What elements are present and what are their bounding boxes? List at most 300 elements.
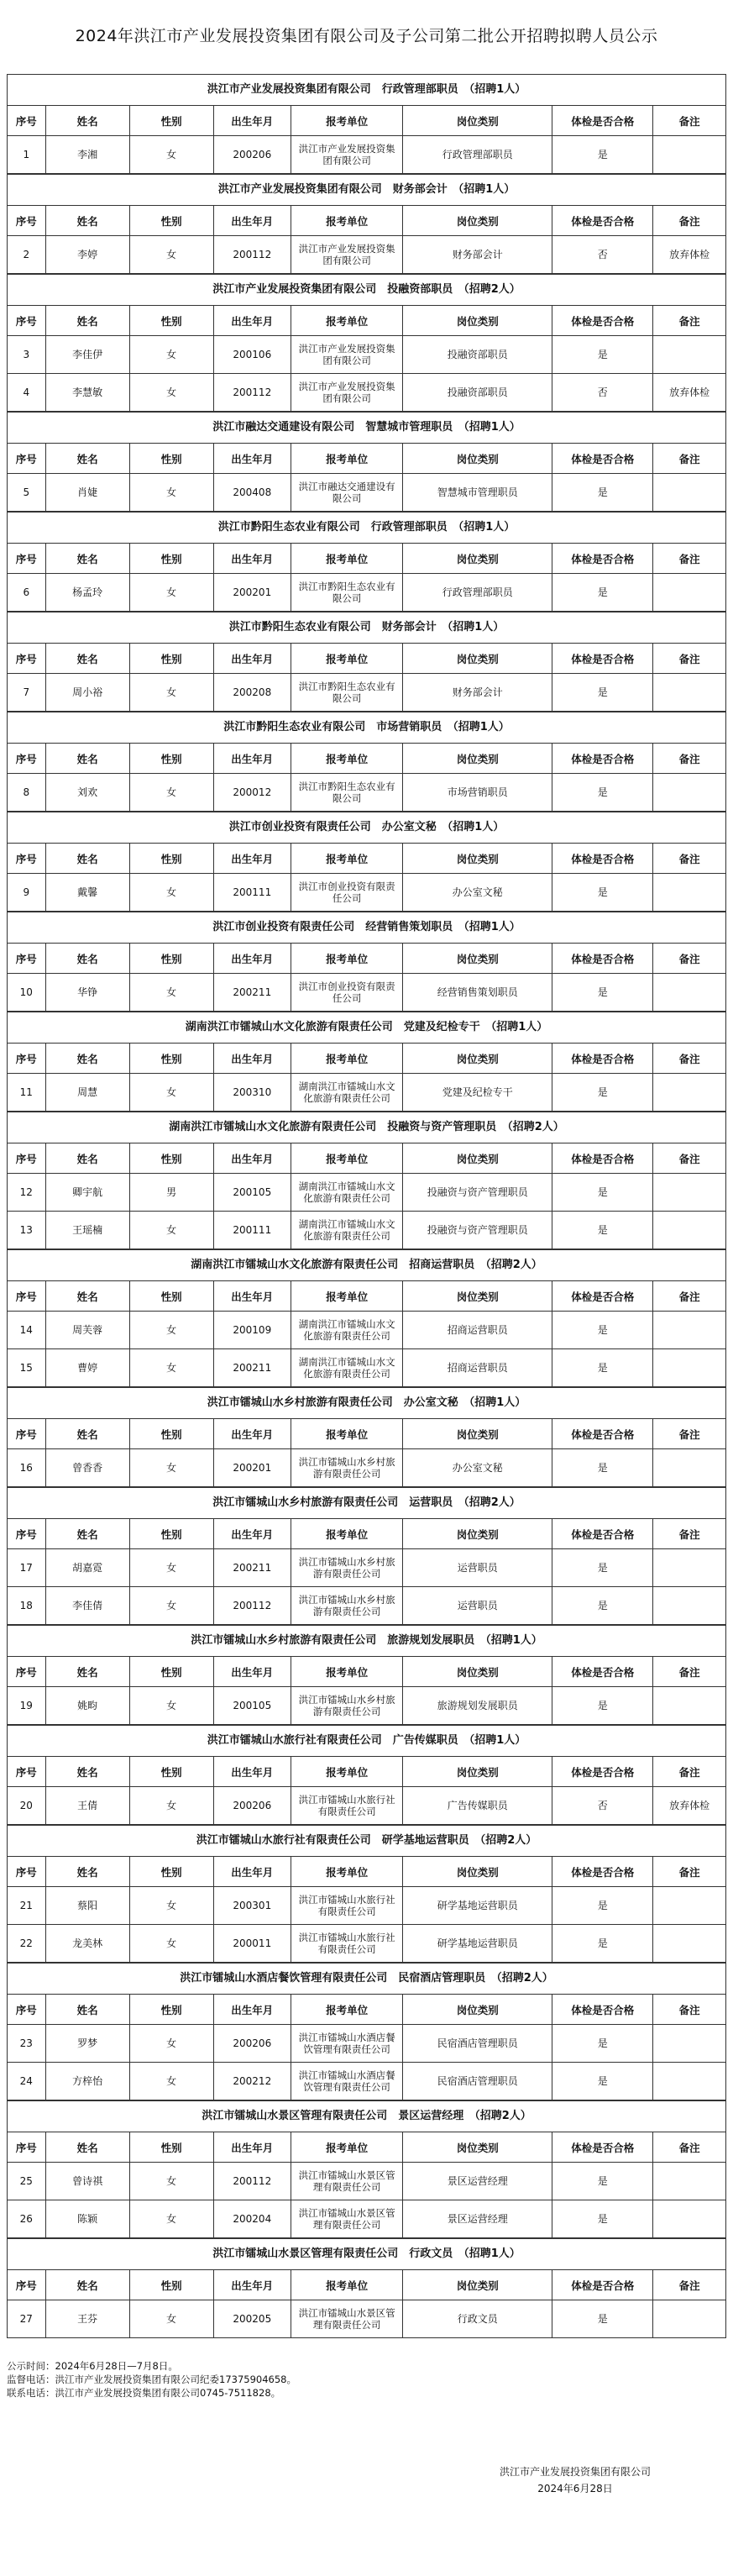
section-heading: 洪江市镭城山水乡村旅游有限责任公司 运营职员 （招聘2人） [7, 1487, 726, 1518]
column-header: 序号 [8, 1657, 46, 1687]
applied-unit: 洪江市镭城山水酒店餐饮管理有限责任公司 [291, 2025, 402, 2063]
column-header: 岗位类别 [403, 744, 552, 774]
remark: 放弃体检 [653, 374, 726, 412]
column-header: 出生年月 [213, 106, 291, 136]
candidate-table [7, 1043, 726, 1112]
column-header: 性别 [129, 2270, 213, 2300]
column-header: 报考单位 [291, 306, 402, 336]
row-number: 10 [8, 974, 46, 1012]
candidate-table [7, 2269, 726, 2338]
candidate-name: 杨孟玲 [45, 574, 129, 612]
section-heading: 洪江市创业投资有限责任公司 经营销售策划职员 （招聘1人） [7, 912, 726, 943]
birth-date: 200206 [213, 136, 291, 174]
applied-unit: 洪江市产业发展投资集团有限公司 [291, 236, 402, 274]
column-header: 序号 [8, 1519, 46, 1549]
column-header: 备注 [653, 2132, 726, 2163]
gender: 女 [129, 1587, 213, 1625]
header-row [8, 444, 726, 474]
candidate-table [7, 443, 726, 512]
column-header: 序号 [8, 2270, 46, 2300]
column-header: 序号 [8, 844, 46, 874]
column-header: 报考单位 [291, 1281, 402, 1312]
column-header: 报考单位 [291, 206, 402, 236]
column-header: 备注 [653, 1044, 726, 1074]
column-header: 姓名 [45, 1044, 129, 1074]
row-number: 15 [8, 1349, 46, 1387]
remark [653, 2200, 726, 2238]
section-heading: 湖南洪江市镭城山水文化旅游有限责任公司 招商运营职员 （招聘2人） [7, 1249, 726, 1280]
row-number: 2 [8, 236, 46, 274]
header-row [8, 1281, 726, 1312]
birth-date: 200205 [213, 2300, 291, 2338]
column-header: 姓名 [45, 944, 129, 974]
table-row [8, 2163, 726, 2200]
applied-unit: 湖南洪江市镭城山水文化旅游有限责任公司 [291, 1349, 402, 1387]
candidate-table [7, 943, 726, 1012]
column-header: 备注 [653, 1281, 726, 1312]
column-header: 报考单位 [291, 1419, 402, 1449]
header-row [8, 544, 726, 574]
position-type: 招商运营职员 [403, 1349, 552, 1387]
candidate-table [7, 105, 726, 174]
section-heading: 湖南洪江市镭城山水文化旅游有限责任公司 党建及纪检专干 （招聘1人） [7, 1012, 726, 1043]
applied-unit: 洪江市产业发展投资集团有限公司 [291, 374, 402, 412]
position-section [7, 74, 726, 174]
applied-unit: 湖南洪江市镭城山水文化旅游有限责任公司 [291, 1212, 402, 1249]
birth-date: 200201 [213, 1449, 291, 1487]
medical-result: 是 [552, 1587, 653, 1625]
column-header: 姓名 [45, 444, 129, 474]
table-row [8, 1549, 726, 1587]
column-header: 姓名 [45, 1419, 129, 1449]
column-header: 报考单位 [291, 1519, 402, 1549]
table-row [8, 336, 726, 374]
remark [653, 1174, 726, 1212]
medical-result: 否 [552, 374, 653, 412]
column-header: 岗位类别 [403, 306, 552, 336]
candidate-name: 姚畇 [45, 1687, 129, 1725]
column-header: 备注 [653, 2270, 726, 2300]
remark [653, 1549, 726, 1587]
column-header: 出生年月 [213, 1857, 291, 1887]
birth-date: 200211 [213, 1549, 291, 1587]
position-section [7, 2238, 726, 2338]
section-heading: 洪江市镭城山水乡村旅游有限责任公司 旅游规划发展职员 （招聘1人） [7, 1625, 726, 1656]
position-section [7, 174, 726, 274]
column-header: 报考单位 [291, 644, 402, 674]
position-type: 投融资部职员 [403, 374, 552, 412]
table-row [8, 236, 726, 274]
medical-result: 是 [552, 574, 653, 612]
section-heading: 洪江市产业发展投资集团有限公司 投融资部职员 （招聘2人） [7, 274, 726, 305]
column-header: 岗位类别 [403, 844, 552, 874]
gender: 女 [129, 574, 213, 612]
row-number: 9 [8, 874, 46, 912]
position-type: 民宿酒店管理职员 [403, 2063, 552, 2100]
column-header: 性别 [129, 544, 213, 574]
section-heading: 洪江市黔阳生态农业有限公司 市场营销职员 （招聘1人） [7, 712, 726, 743]
applied-unit: 洪江市镭城山水旅行社有限责任公司 [291, 1787, 402, 1825]
signature-org: 洪江市产业发展投资集团有限公司 [499, 2466, 651, 2478]
candidate-table [7, 1656, 726, 1725]
birth-date: 200112 [213, 1587, 291, 1625]
table-row [8, 1925, 726, 1963]
column-header: 岗位类别 [403, 2270, 552, 2300]
position-type: 投融资与资产管理职员 [403, 1212, 552, 1249]
candidate-table [7, 1756, 726, 1825]
header-row [8, 944, 726, 974]
header-row [8, 2270, 726, 2300]
column-header: 出生年月 [213, 1044, 291, 1074]
remark [653, 1687, 726, 1725]
column-header: 姓名 [45, 1995, 129, 2025]
column-header: 岗位类别 [403, 1995, 552, 2025]
column-header: 体检是否合格 [552, 306, 653, 336]
column-header: 报考单位 [291, 944, 402, 974]
column-header: 姓名 [45, 544, 129, 574]
medical-result: 是 [552, 2025, 653, 2063]
medical-result: 是 [552, 874, 653, 912]
position-section [7, 612, 726, 712]
candidate-name: 王瑶楠 [45, 1212, 129, 1249]
column-header: 姓名 [45, 644, 129, 674]
column-header: 出生年月 [213, 1519, 291, 1549]
column-header: 出生年月 [213, 444, 291, 474]
candidate-name: 周芙蓉 [45, 1312, 129, 1349]
applied-unit: 湖南洪江市镭城山水文化旅游有限责任公司 [291, 1312, 402, 1349]
position-section [7, 1249, 726, 1387]
column-header: 岗位类别 [403, 1419, 552, 1449]
column-header: 性别 [129, 944, 213, 974]
row-number: 22 [8, 1925, 46, 1963]
header-row [8, 1757, 726, 1787]
position-type: 行政管理部职员 [403, 136, 552, 174]
table-row [8, 1312, 726, 1349]
candidate-table [7, 643, 726, 712]
gender: 女 [129, 874, 213, 912]
column-header: 姓名 [45, 1281, 129, 1312]
column-header: 体检是否合格 [552, 544, 653, 574]
medical-result: 是 [552, 1449, 653, 1487]
column-header: 报考单位 [291, 1857, 402, 1887]
birth-date: 200011 [213, 1925, 291, 1963]
remark [653, 774, 726, 812]
column-header: 性别 [129, 1143, 213, 1174]
table-row [8, 2063, 726, 2100]
remark [653, 1887, 726, 1925]
applied-unit: 洪江市黔阳生态农业有限公司 [291, 774, 402, 812]
birth-date: 200408 [213, 474, 291, 512]
column-header: 岗位类别 [403, 944, 552, 974]
column-header: 序号 [8, 306, 46, 336]
column-header: 姓名 [45, 206, 129, 236]
medical-result: 是 [552, 2063, 653, 2100]
gender: 女 [129, 374, 213, 412]
remark [653, 2163, 726, 2200]
row-number: 16 [8, 1449, 46, 1487]
position-type: 党建及纪检专干 [403, 1074, 552, 1112]
remark [653, 336, 726, 374]
row-number: 6 [8, 574, 46, 612]
candidate-name: 李佳伊 [45, 336, 129, 374]
position-section [7, 1825, 726, 1963]
candidate-name: 曾诗祺 [45, 2163, 129, 2200]
gender: 女 [129, 474, 213, 512]
candidate-name: 卿宇航 [45, 1174, 129, 1212]
column-header: 报考单位 [291, 2132, 402, 2163]
birth-date: 200206 [213, 1787, 291, 1825]
column-header: 报考单位 [291, 1657, 402, 1687]
birth-date: 200111 [213, 1212, 291, 1249]
column-header: 备注 [653, 1143, 726, 1174]
position-type: 行政文员 [403, 2300, 552, 2338]
section-heading: 洪江市镭城山水乡村旅游有限责任公司 办公室文秘 （招聘1人） [7, 1387, 726, 1418]
table-row [8, 2300, 726, 2338]
gender: 女 [129, 2300, 213, 2338]
medical-result: 是 [552, 1174, 653, 1212]
column-header: 序号 [8, 1857, 46, 1887]
medical-result: 是 [552, 474, 653, 512]
column-header: 备注 [653, 1757, 726, 1787]
column-header: 出生年月 [213, 1419, 291, 1449]
position-type: 投融资部职员 [403, 336, 552, 374]
position-type: 广告传媒职员 [403, 1787, 552, 1825]
candidate-table [7, 305, 726, 412]
candidate-name: 王芬 [45, 2300, 129, 2338]
applied-unit: 洪江市融达交通建设有限公司 [291, 474, 402, 512]
birth-date: 200208 [213, 674, 291, 712]
table-row [8, 474, 726, 512]
column-header: 报考单位 [291, 1143, 402, 1174]
column-header: 性别 [129, 644, 213, 674]
column-header: 备注 [653, 944, 726, 974]
column-header: 备注 [653, 206, 726, 236]
birth-date: 200106 [213, 336, 291, 374]
column-header: 体检是否合格 [552, 1995, 653, 2025]
candidate-name: 周小裕 [45, 674, 129, 712]
remark [653, 1349, 726, 1387]
column-header: 体检是否合格 [552, 206, 653, 236]
applied-unit: 洪江市镭城山水乡村旅游有限责任公司 [291, 1449, 402, 1487]
column-header: 姓名 [45, 744, 129, 774]
table-row [8, 1687, 726, 1725]
candidate-table [7, 205, 726, 274]
column-header: 出生年月 [213, 2132, 291, 2163]
table-row [8, 1212, 726, 1249]
gender: 女 [129, 1887, 213, 1925]
column-header: 出生年月 [213, 844, 291, 874]
applied-unit: 洪江市镭城山水酒店餐饮管理有限责任公司 [291, 2063, 402, 2100]
table-row [8, 1887, 726, 1925]
remark [653, 1074, 726, 1112]
column-header: 序号 [8, 1281, 46, 1312]
column-header: 体检是否合格 [552, 1044, 653, 1074]
applied-unit: 洪江市镭城山水乡村旅游有限责任公司 [291, 1687, 402, 1725]
birth-date: 200112 [213, 2163, 291, 2200]
candidate-table [7, 543, 726, 612]
birth-date: 200109 [213, 1312, 291, 1349]
birth-date: 200212 [213, 2063, 291, 2100]
table-row [8, 774, 726, 812]
header-row [8, 1044, 726, 1074]
column-header: 性别 [129, 106, 213, 136]
row-number: 12 [8, 1174, 46, 1212]
column-header: 序号 [8, 1757, 46, 1787]
position-type: 市场营销职员 [403, 774, 552, 812]
remark [653, 974, 726, 1012]
column-header: 岗位类别 [403, 444, 552, 474]
remark: 放弃体检 [653, 236, 726, 274]
position-type: 办公室文秘 [403, 874, 552, 912]
column-header: 备注 [653, 1857, 726, 1887]
candidate-name: 戴馨 [45, 874, 129, 912]
remark [653, 2025, 726, 2063]
column-header: 姓名 [45, 2270, 129, 2300]
row-number: 23 [8, 2025, 46, 2063]
column-header: 备注 [653, 1519, 726, 1549]
candidate-name: 龙美林 [45, 1925, 129, 1963]
position-section [7, 512, 726, 612]
section-heading: 洪江市镭城山水旅行社有限责任公司 研学基地运营职员 （招聘2人） [7, 1825, 726, 1856]
column-header: 报考单位 [291, 1995, 402, 2025]
section-heading: 洪江市产业发展投资集团有限公司 财务部会计 （招聘1人） [7, 174, 726, 205]
column-header: 体检是否合格 [552, 2270, 653, 2300]
position-section [7, 1012, 726, 1112]
table-row [8, 574, 726, 612]
column-header: 备注 [653, 744, 726, 774]
position-type: 运营职员 [403, 1549, 552, 1587]
signature-block [458, 2463, 693, 2497]
column-header: 体检是否合格 [552, 644, 653, 674]
table-row [8, 136, 726, 174]
section-heading: 湖南洪江市镭城山水文化旅游有限责任公司 投融资与资产管理职员 （招聘2人） [7, 1112, 726, 1143]
section-heading: 洪江市镭城山水景区管理有限责任公司 行政文员 （招聘1人） [7, 2238, 726, 2269]
position-section [7, 274, 726, 412]
candidate-name: 李慧敏 [45, 374, 129, 412]
birth-date: 200211 [213, 974, 291, 1012]
applied-unit: 湖南洪江市镭城山水文化旅游有限责任公司 [291, 1074, 402, 1112]
candidate-name: 蔡阳 [45, 1887, 129, 1925]
column-header: 体检是否合格 [552, 444, 653, 474]
gender: 女 [129, 2063, 213, 2100]
candidate-name: 华铮 [45, 974, 129, 1012]
medical-result: 是 [552, 1549, 653, 1587]
gender: 女 [129, 2200, 213, 2238]
remark [653, 474, 726, 512]
column-header: 体检是否合格 [552, 1519, 653, 1549]
medical-result: 是 [552, 1687, 653, 1725]
column-header: 备注 [653, 844, 726, 874]
remark [653, 1449, 726, 1487]
column-header: 序号 [8, 944, 46, 974]
column-header: 备注 [653, 644, 726, 674]
column-header: 岗位类别 [403, 1281, 552, 1312]
column-header: 性别 [129, 1281, 213, 1312]
position-section [7, 1387, 726, 1487]
column-header: 岗位类别 [403, 206, 552, 236]
column-header: 姓名 [45, 306, 129, 336]
column-header: 出生年月 [213, 1657, 291, 1687]
row-number: 5 [8, 474, 46, 512]
column-header: 出生年月 [213, 1281, 291, 1312]
gender: 女 [129, 1925, 213, 1963]
column-header: 报考单位 [291, 106, 402, 136]
column-header: 备注 [653, 444, 726, 474]
applied-unit: 洪江市镭城山水景区管理有限责任公司 [291, 2200, 402, 2238]
column-header: 出生年月 [213, 744, 291, 774]
position-section [7, 712, 726, 812]
applied-unit: 洪江市创业投资有限责任公司 [291, 874, 402, 912]
position-type: 招商运营职员 [403, 1312, 552, 1349]
row-number: 19 [8, 1687, 46, 1725]
section-heading: 洪江市镭城山水景区管理有限责任公司 景区运营经理 （招聘2人） [7, 2100, 726, 2132]
gender: 女 [129, 1312, 213, 1349]
column-header: 岗位类别 [403, 1044, 552, 1074]
candidate-table [7, 1856, 726, 1963]
candidate-table [7, 1280, 726, 1387]
column-header: 性别 [129, 306, 213, 336]
position-section [7, 912, 726, 1012]
column-header: 序号 [8, 1044, 46, 1074]
birth-date: 200204 [213, 2200, 291, 2238]
candidate-table [7, 743, 726, 812]
row-number: 24 [8, 2063, 46, 2100]
table-row [8, 874, 726, 912]
applied-unit: 洪江市创业投资有限责任公司 [291, 974, 402, 1012]
position-type: 办公室文秘 [403, 1449, 552, 1487]
medical-result: 是 [552, 336, 653, 374]
medical-result: 是 [552, 1925, 653, 1963]
table-row [8, 974, 726, 1012]
row-number: 14 [8, 1312, 46, 1349]
column-header: 备注 [653, 544, 726, 574]
column-header: 岗位类别 [403, 2132, 552, 2163]
table-row [8, 674, 726, 712]
applied-unit: 洪江市黔阳生态农业有限公司 [291, 574, 402, 612]
column-header: 岗位类别 [403, 1857, 552, 1887]
row-number: 21 [8, 1887, 46, 1925]
notice-footer [7, 2359, 726, 2400]
column-header: 体检是否合格 [552, 944, 653, 974]
remark [653, 574, 726, 612]
header-row [8, 1143, 726, 1174]
gender: 女 [129, 1787, 213, 1825]
table-row [8, 1174, 726, 1212]
birth-date: 200211 [213, 1349, 291, 1387]
applied-unit: 洪江市镭城山水旅行社有限责任公司 [291, 1887, 402, 1925]
medical-result: 是 [552, 2300, 653, 2338]
position-type: 投融资与资产管理职员 [403, 1174, 552, 1212]
header-row [8, 2132, 726, 2163]
medical-result: 否 [552, 236, 653, 274]
table-row [8, 1349, 726, 1387]
table-row [8, 1787, 726, 1825]
birth-date: 200112 [213, 236, 291, 274]
header-row [8, 744, 726, 774]
position-type: 经营销售策划职员 [403, 974, 552, 1012]
medical-result: 是 [552, 1312, 653, 1349]
column-header: 姓名 [45, 1857, 129, 1887]
column-header: 性别 [129, 1519, 213, 1549]
row-number: 26 [8, 2200, 46, 2238]
row-number: 8 [8, 774, 46, 812]
column-header: 备注 [653, 306, 726, 336]
column-header: 序号 [8, 744, 46, 774]
candidate-name: 李佳倩 [45, 1587, 129, 1625]
column-header: 出生年月 [213, 544, 291, 574]
candidate-name: 王倩 [45, 1787, 129, 1825]
column-header: 体检是否合格 [552, 1281, 653, 1312]
